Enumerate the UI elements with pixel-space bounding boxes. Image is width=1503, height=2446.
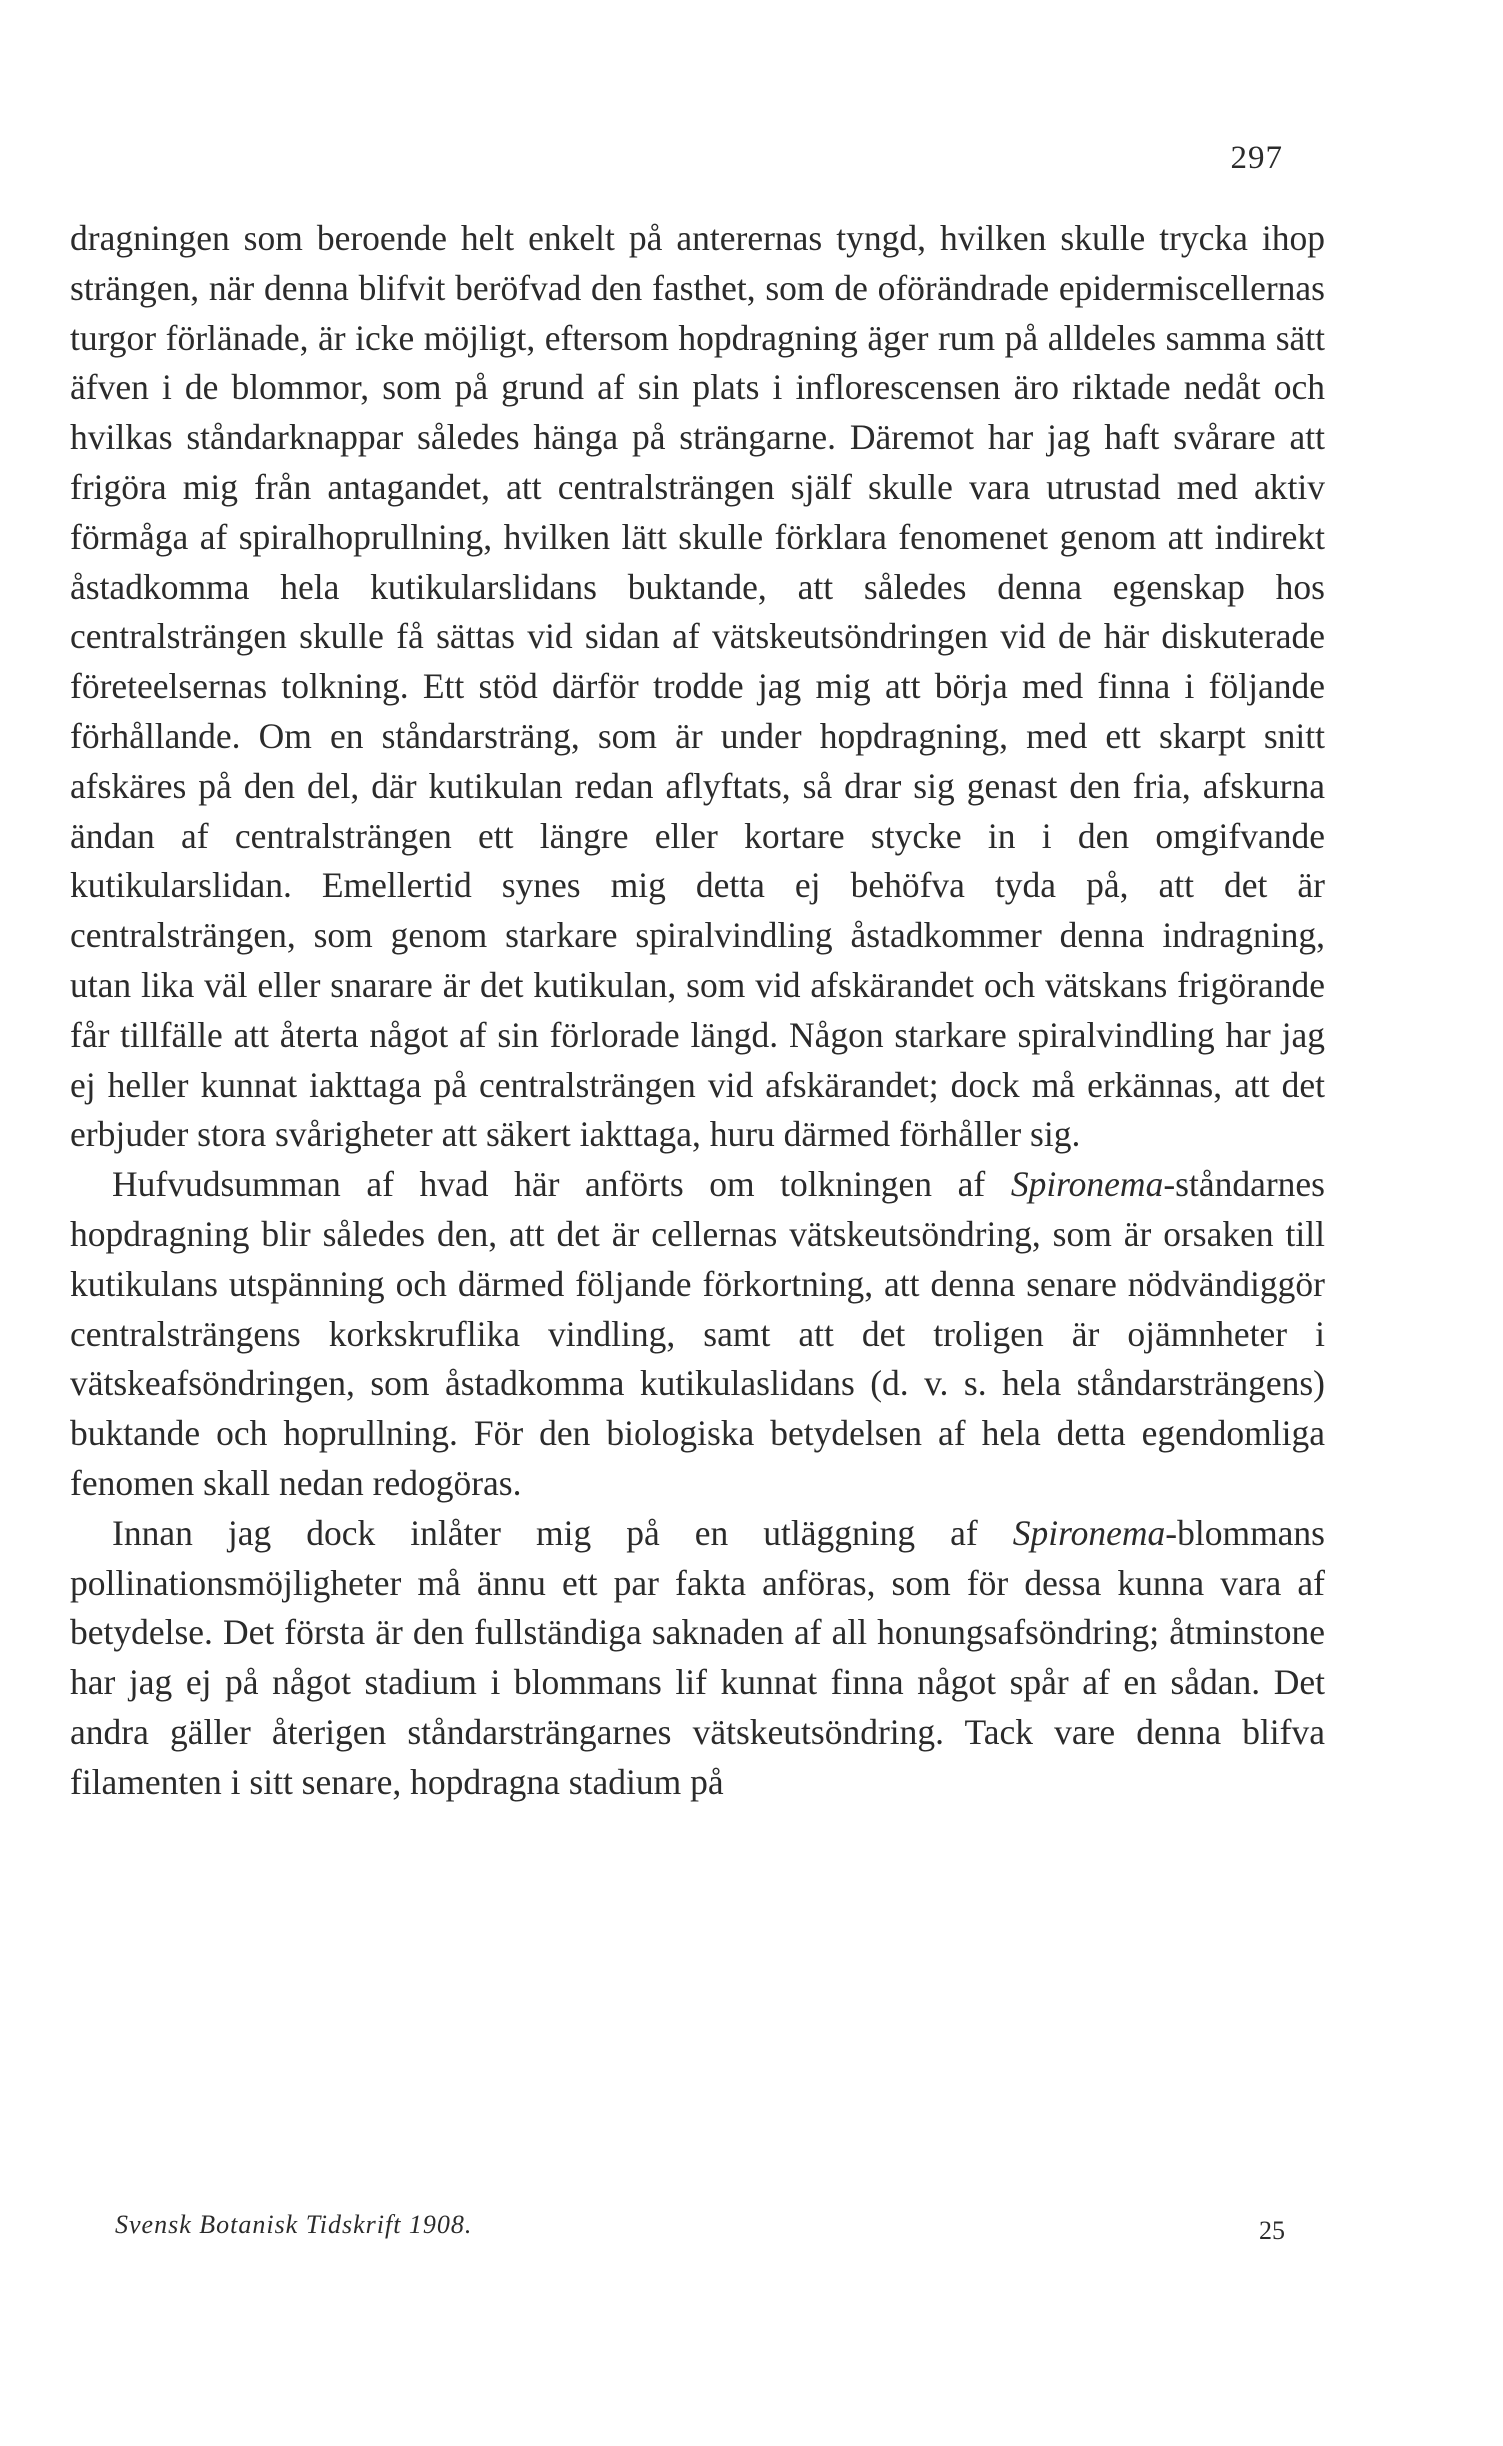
paragraph-1-text: dragningen som beroende helt enkelt på anterernas tyngd, hvilken skulle trycka ihop strängen, när denna blifvit beröfvad den fasthet, som de oförändrade epidermiscellernas turgor förlänade, är icke möjligt, eftersom hopdragning äger rum på alldeles samma sätt äfven i de blommor, som på grund af sin plats i inflorescensen äro riktade nedåt och hvilkas ståndarknappar således hänga på strängarne. Däremot har jag haft svårare att frigöra mig från antagandet, att centralsträngen själf skulle vara utrustad med aktiv förmåga af spiralhoprullning, hvilken lätt skulle förklara fenomenet genom att indirekt åstadkomma hela kutikularslidans buktande, att således denna egenskap hos centralsträngen skulle få sättas vid sidan af vätskeutsöndringen vid de här diskuterade företeelsernas tolkning. Ett stöd därför trodde jag mig att börja med finna i följande förhållande. Om en ståndarsträng, som är under hopdragning, med ett skarpt snitt afskäres på den del, där kutikulan redan aflyftats, så drar sig genast den fria, afskurna ändan af centralsträngen ett längre eller kortare stycke in i den omgifvande kutikularslidan. Emellertid synes mig detta ej behöfva tyda på, att det är centralsträngen, som genom starkare spiralvindling åstadkommer denna indragning, utan lika väl eller snarare är det kutikulan, som vid afskärandet och vätskans frigörande får tillfälle att återta något af sin förlorade längd. Någon starkare spiralvindling har jag ej heller kunnat iakttaga på centralsträngen vid afskärandet; dock må erkännas, att det erbjuder stora svårigheter att säkert iakttaga, huru därmed förhåller sig. xyxy=(70,218,1325,1155)
signature-mark: 25 xyxy=(1259,2216,1285,2245)
page-footer xyxy=(115,2210,1285,2245)
paragraph-1 xyxy=(70,214,1325,1160)
paragraph-3-text-b: -blommans pollinationsmöjligheter må ännu ett par fakta anföras, som för dessa kunna vara af betydelse. Det första är den fullständiga saknaden af all honungsafsöndring; åtminstone har jag ej på något stadium i blommans lif kunnat finna något spår af en sådan. Det andra gäller återigen ståndarsträngarnes vätskeutsöndring. Tack vare denna blifva filamenten i sitt senare, hopdragna stadium på xyxy=(70,1512,1325,1802)
paragraph-3-genus-name: Spironema xyxy=(1012,1512,1166,1553)
paragraph-3 xyxy=(70,1509,1325,1808)
page-number: 297 xyxy=(1230,140,1283,176)
body-text xyxy=(70,214,1325,1808)
paragraph-2-text-a: Hufvudsumman af hvad här anförts om tolkningen af xyxy=(112,1164,1011,1205)
paragraph-2 xyxy=(70,1160,1325,1509)
paragraph-2-text-b: -ståndarnes hopdragning blir således den, att det är cellernas vätskeutsöndring, som är orsaken till kutikulans utspänning och därmed följande förkortning, att denna senare nödvändiggör centralsträngens korkskruflika vindling, samt att det troligen är ojämnheter i vätskeafsöndringen, som åstadkomma kutikulaslidans (d. v. s. hela ståndarsträngens) buktande och hoprullning. För den biologiska betydelsen af hela detta egendomliga fenomen skall nedan redogöras. xyxy=(70,1164,1325,1503)
paragraph-2-genus-name: Spironema xyxy=(1010,1164,1164,1205)
journal-citation: Svensk Botanisk Tidskrift 1908. xyxy=(115,2210,473,2239)
paragraph-3-text-a: Innan jag dock inlåter mig på en utläggning af xyxy=(112,1512,1013,1553)
